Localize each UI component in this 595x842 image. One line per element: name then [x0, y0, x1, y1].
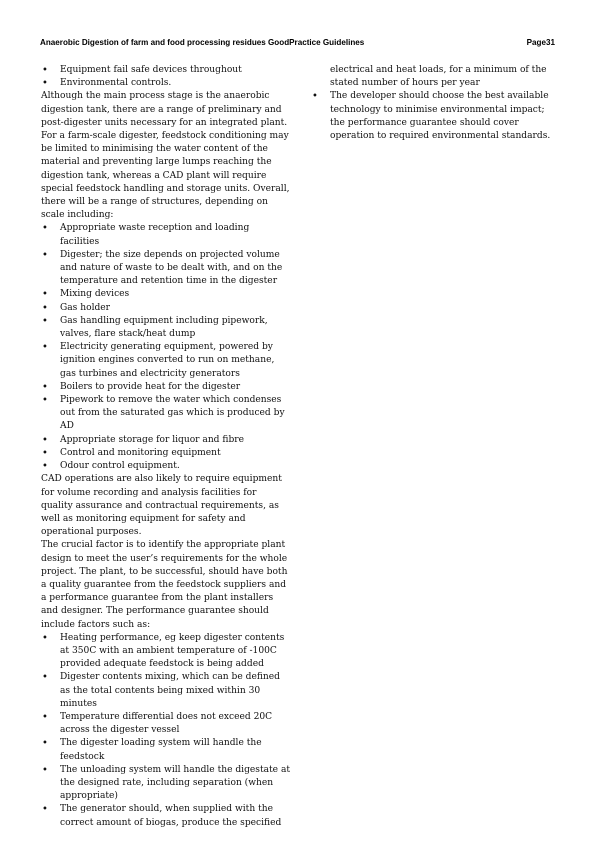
left-column — [41, 64, 291, 830]
list-item: • Digester; the size depends on projected volume and nature of waste to be dealt with, and on the temperature and retention time in the digester — [41, 249, 291, 289]
bullet-list-performance — [41, 632, 291, 830]
list-item: • The unloading system will handle the digestate at the designed rate, including separation (when appropriate) — [41, 764, 291, 804]
list-item: • Digester contents mixing, which can be defined as the total contents being mixed within 30 minutes — [41, 671, 291, 711]
list-item: • Equipment fail safe devices throughout — [41, 64, 291, 77]
list-item: • Gas handling equipment including pipework, valves, flare stack/heat dump — [41, 315, 291, 341]
bullet-list-structures — [41, 222, 291, 473]
list-item: • Environmental controls. — [41, 77, 291, 90]
list-item: • The developer should choose the best available technology to minimise environmental impact; the performance guarantee should cover operation to required environmental standards. — [311, 90, 559, 143]
bullet-list-safety — [41, 64, 291, 90]
list-item: • Appropriate waste reception and loading facilities — [41, 222, 291, 248]
list-item: • Heating performance, eg keep digester contents at 350C with an ambient temperature of -100C provided adequate feedstock is being added — [41, 632, 291, 672]
list-item: • Boilers to provide heat for the digester — [41, 381, 291, 394]
continued-list-item: electrical and heat loads, for a minimum of the stated number of hours per year — [330, 65, 547, 89]
bullet-list-developer — [311, 90, 559, 143]
page-number: Page31 — [526, 38, 555, 47]
document-title: Anaerobic Digestion of farm and food processing residues GoodPractice Guidelines — [40, 38, 365, 47]
list-item: • Temperature differential does not exceed 20C across the digester vessel — [41, 711, 291, 737]
paragraph-crucial-factor: The crucial factor is to identify the appropriate plant design to meet the user’s requirements for the whole project. The plant, to be successful, should have both a quality guarantee from the feedstock suppliers and a performance guarantee from the plant installers and designer. The performance guarantee should include factors such as: — [41, 540, 288, 630]
list-item: • Gas holder — [41, 302, 291, 315]
list-item: • Pipework to remove the water which condenses out from the saturated gas which is produced by AD — [41, 394, 291, 434]
right-column — [311, 64, 559, 143]
list-item: • Appropriate storage for liquor and fibre — [41, 434, 291, 447]
list-item: • The digester loading system will handle the feedstock — [41, 737, 291, 763]
list-item: • Odour control equipment. — [41, 460, 291, 473]
paragraph-cad-operations: CAD operations are also likely to require equipment for volume recording and analysis facilities for quality assurance and contractual requirements, as well as monitoring equipment for safety and operational purposes. — [41, 474, 282, 538]
paragraph-process-stage: Although the main process stage is the anaerobic digestion tank, there are a range of preliminary and post-digester units necessary for an integrated plant. For a farm-scale digester, feedstock conditioning may be limited to minimising the water content of the material and preventing large lumps reaching the digestion tank, whereas a CAD plant will require special feedstock handling and storage units. Overall, there will be a range of structures, depending on scale including: — [41, 91, 290, 221]
list-item: • Mixing devices — [41, 288, 291, 301]
list-item: • The generator should, when supplied with the correct amount of biogas, produce the specified — [41, 803, 291, 829]
list-item: • Control and monitoring equipment — [41, 447, 291, 460]
list-item: • Electricity generating equipment, powered by ignition engines converted to run on methane, gas turbines and electricity generators — [41, 341, 291, 381]
